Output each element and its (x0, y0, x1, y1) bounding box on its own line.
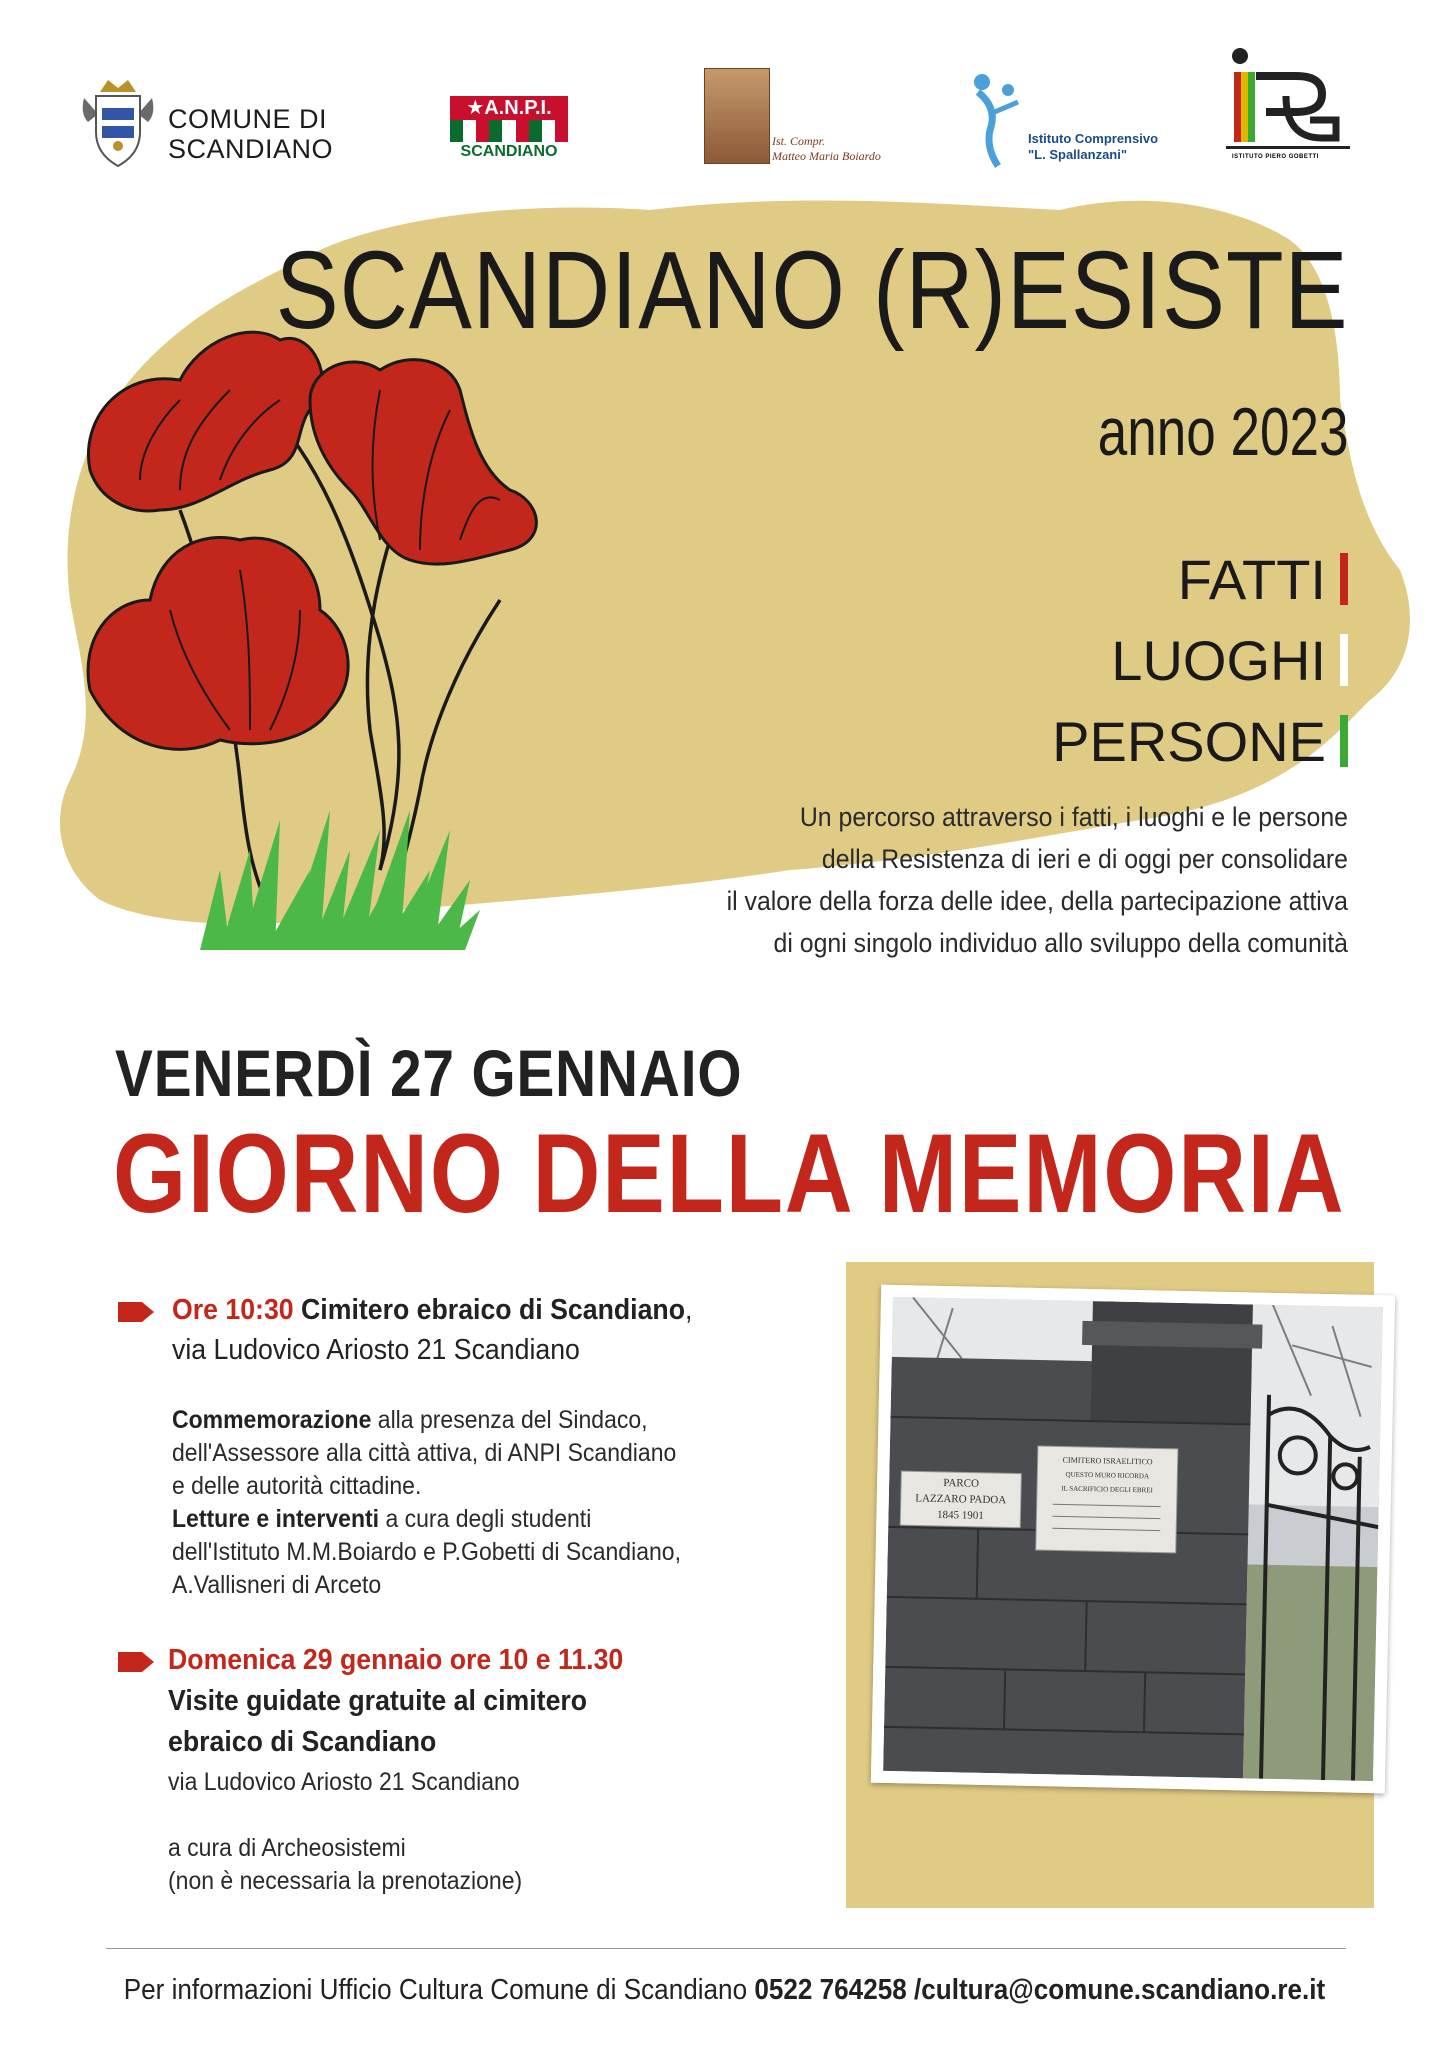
item2-address: via Ludovico Ariosto 21 Scandiano (168, 1768, 520, 1796)
description-line: Un percorso attraverso i fatti, i luoghi e le persone (799, 802, 1348, 832)
item1-address: via Ludovico Ariosto 21 Scandiano (172, 1334, 580, 1366)
year-prefix: anno (1097, 394, 1216, 470)
item1-detail-2: dell'Assessore alla città attiva, di ANPI Scandiano (172, 1439, 677, 1467)
item1-place: Cimitero ebraico di Scandiano (301, 1294, 686, 1326)
item1-heading (172, 1292, 692, 1328)
tag-bar-white (1340, 634, 1348, 686)
letture-label: Letture e interventi (172, 1505, 380, 1533)
plaque-left (900, 1471, 1021, 1528)
cemetery-photo (871, 1285, 1395, 1794)
tag-persone: PERSONE (1052, 710, 1326, 773)
poppy-bottom-left (88, 538, 348, 750)
letture-text: a cura degli studenti (379, 1505, 592, 1533)
footer-divider (106, 1948, 1346, 1949)
event-date: VENERDÌ 27 GENNAIO (115, 1036, 743, 1110)
item1-comma: , (685, 1294, 693, 1326)
spallanzani-line1: Istituto Comprensivo (1028, 131, 1159, 146)
cemetery-gate-image (883, 1297, 1383, 1781)
footer-prefix: Per informazioni Ufficio Cultura Comune di Scandiano (123, 1974, 754, 2006)
plaque-left-line3: 1845 1901 (936, 1508, 984, 1522)
footer-email: /cultura@comune.scandiano.re.it (906, 1974, 1325, 2006)
item2-when: Domenica 29 gennaio ore 10 e 11.30 (168, 1644, 624, 1676)
main-title: SCANDIANO (R)ESISTE (275, 229, 1348, 352)
commemorazione-text: alla presenza del Sindaco, (371, 1406, 648, 1434)
boiardo-line2: Matteo Maria Boiardo (772, 149, 881, 163)
item1-detail-1 (172, 1404, 648, 1437)
item2-title-1: Visite guidate gratuite al cimitero (168, 1685, 588, 1717)
arrow-bullet-icon (118, 1302, 154, 1322)
comune-line2: SCANDIANO (168, 134, 334, 164)
comune-line1: COMUNE DI (168, 104, 327, 134)
footer-phone: 0522 764258 (753, 1974, 907, 2006)
year-line (1097, 394, 1348, 470)
plaque-right-line1: CIMITERO ISRAELITICO (1062, 1455, 1153, 1467)
tag-luoghi: LUOGHI (1111, 629, 1326, 692)
item2-note-1: a cura di Archeosistemi (168, 1834, 406, 1862)
boiardo-line1: Ist. Compr. (772, 134, 826, 148)
poppy-top-left (88, 332, 322, 511)
poppies-illustration (80, 310, 720, 970)
item2-title-2: ebraico di Scandiano (168, 1726, 437, 1758)
plaque-left-line1: PARCO (943, 1477, 980, 1490)
description-line: della Resistenza di ieri e di oggi per consolidare (821, 844, 1348, 874)
commemorazione-label: Commemorazione (172, 1406, 372, 1434)
anpi-name: ★A.N.P.I. (450, 96, 568, 120)
item1-detail-6: A.Vallisneri di Arceto (172, 1571, 382, 1599)
item1-detail-4 (172, 1503, 591, 1536)
plaque-right-line3: IL SACRIFICIO DEGLI EBREI (1061, 1484, 1153, 1495)
spallanzani-line2: "L. Spallanzani" (1028, 147, 1128, 162)
tag-fatti: FATTI (1177, 548, 1326, 611)
item2-note-2: (non è necessaria la prenotazione) (168, 1867, 523, 1895)
footer-info (0, 1974, 1448, 2007)
tag-bar-green (1340, 715, 1348, 767)
item1-time: Ore 10:30 (172, 1294, 294, 1326)
plaque-right (1036, 1446, 1178, 1553)
grass (200, 810, 480, 950)
event-title: GIORNO DELLA MEMORIA (113, 1111, 1346, 1236)
anpi-city: SCANDIANO (460, 143, 558, 160)
plaque-right-line2: QUESTO MURO RICORDA (1065, 1470, 1150, 1481)
description (649, 796, 1348, 964)
year-value: 2023 (1230, 394, 1348, 470)
description-line: di ogni singolo individuo allo sviluppo della comunità (773, 928, 1348, 958)
gobetti-caption: ISTITUTO PIERO GOBETTI (1232, 154, 1319, 160)
plaque-left-line2: LAZZARO PADOA (915, 1492, 1007, 1507)
item1-detail-3: e delle autorità cittadine. (172, 1472, 422, 1500)
item1-detail-5: dell'Istituto M.M.Boiardo e P.Gobetti di Scandiano, (172, 1538, 681, 1566)
description-line: il valore della forza delle idee, della partecipazione attiva (726, 886, 1348, 916)
arrow-bullet-icon (118, 1652, 154, 1672)
tag-bar-red (1340, 553, 1348, 605)
